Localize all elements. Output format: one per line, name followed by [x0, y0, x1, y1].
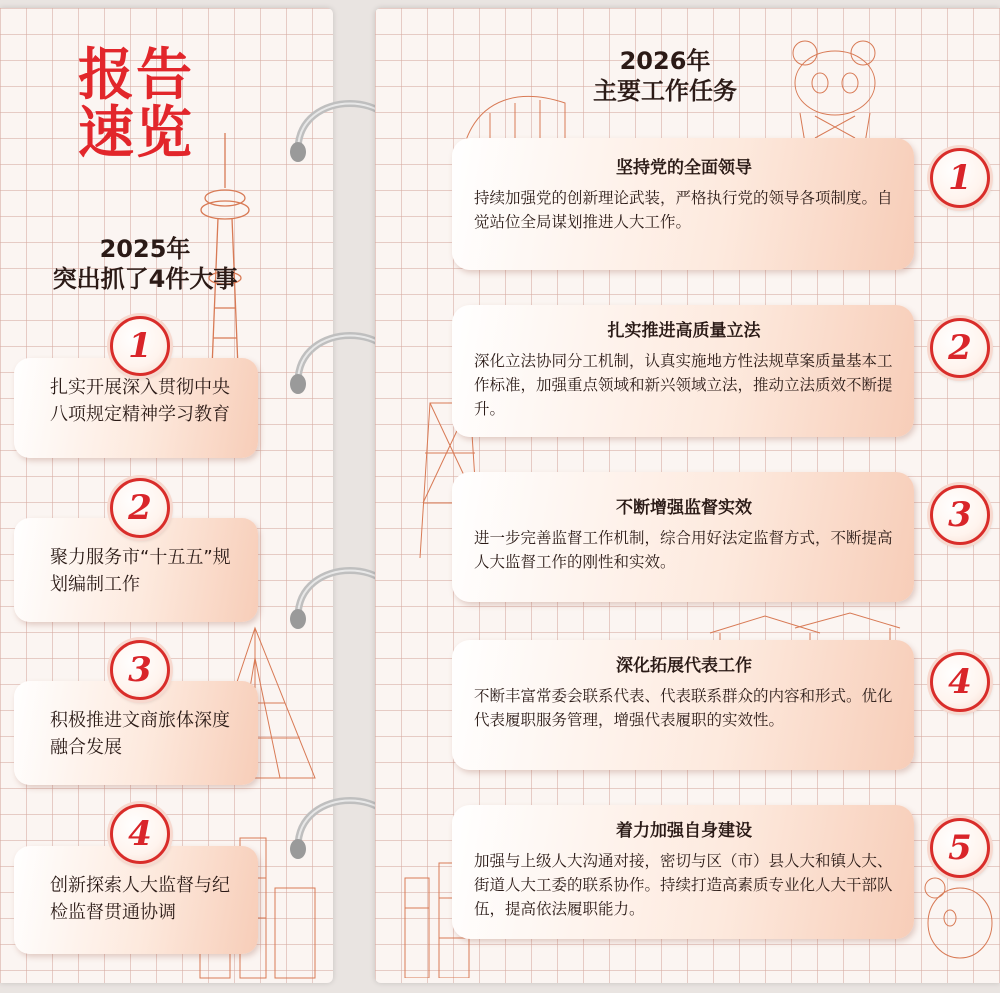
right-item-title: 深化拓展代表工作 — [616, 656, 752, 676]
left-heading-title: 突出抓了4件大事 — [52, 265, 238, 293]
right-heading-title: 主要工作任务 — [593, 77, 737, 105]
logo-char: 告 — [136, 42, 194, 108]
left-item-text: 积极推进文商旅体深度融合发展 — [50, 710, 230, 758]
right-item-card — [452, 138, 914, 270]
right-item-title: 着力加强自身建设 — [616, 821, 752, 841]
report-overview-logo — [78, 42, 206, 166]
right-item-body: 深化立法协同分工机制，认真实施地方性法规草案质量基本工作标准，加强重点领域和新兴领域立法，推动立法质效不断提升。 — [474, 352, 893, 418]
logo-char: 览 — [136, 100, 194, 166]
right-item-title: 扎实推进高质量立法 — [607, 321, 761, 341]
right-item-body: 持续加强党的创新理论武装，严格执行党的领导各项制度。自觉站位全局谋划推进人大工作。 — [474, 189, 893, 231]
right-item-body: 不断丰富常委会联系代表、代表联系群众的内容和形式。优化代表履职服务管理，增强代表履职的实效性。 — [474, 687, 893, 729]
number-badge: 2 — [110, 478, 170, 538]
number-badge: 4 — [110, 804, 170, 864]
right-item-body: 进一步完善监督工作机制，综合用好法定监督方式，不断提高人大监督工作的刚性和实效。 — [474, 529, 893, 571]
right-item-card — [452, 640, 914, 770]
left-heading — [40, 234, 250, 294]
number-badge: 1 — [930, 148, 990, 208]
right-heading — [560, 46, 770, 106]
number-badge: 3 — [930, 485, 990, 545]
left-item-text: 创新探索人大监督与纪检监督贯通协调 — [50, 875, 230, 923]
right-item-card — [452, 305, 914, 437]
right-item-title: 不断增强监督实效 — [616, 498, 752, 518]
number-badge: 3 — [110, 640, 170, 700]
right-item-title: 坚持党的全面领导 — [616, 158, 752, 178]
left-item-text: 聚力服务市“十五五”规划编制工作 — [50, 547, 231, 595]
right-heading-year: 2026年 — [619, 47, 711, 75]
number-badge: 5 — [930, 818, 990, 878]
number-badge: 4 — [930, 652, 990, 712]
right-item-body: 加强与上级人大沟通对接，密切与区（市）县人大和镇人大、街道人大工委的联系协作。持续打造高素质专业化人大干部队伍，提高依法履职能力。 — [474, 852, 893, 918]
left-heading-year: 2025年 — [99, 235, 191, 263]
number-badge: 2 — [930, 318, 990, 378]
right-item-card — [452, 805, 914, 939]
panda-bottom-illustration — [915, 868, 995, 978]
logo-char: 报 — [78, 42, 136, 108]
logo-char: 速 — [78, 100, 136, 166]
number-badge: 1 — [110, 316, 170, 376]
panda-illustration — [775, 28, 895, 148]
right-item-card — [452, 472, 914, 602]
left-item-text: 扎实开展深入贯彻中央八项规定精神学习教育 — [50, 377, 230, 425]
